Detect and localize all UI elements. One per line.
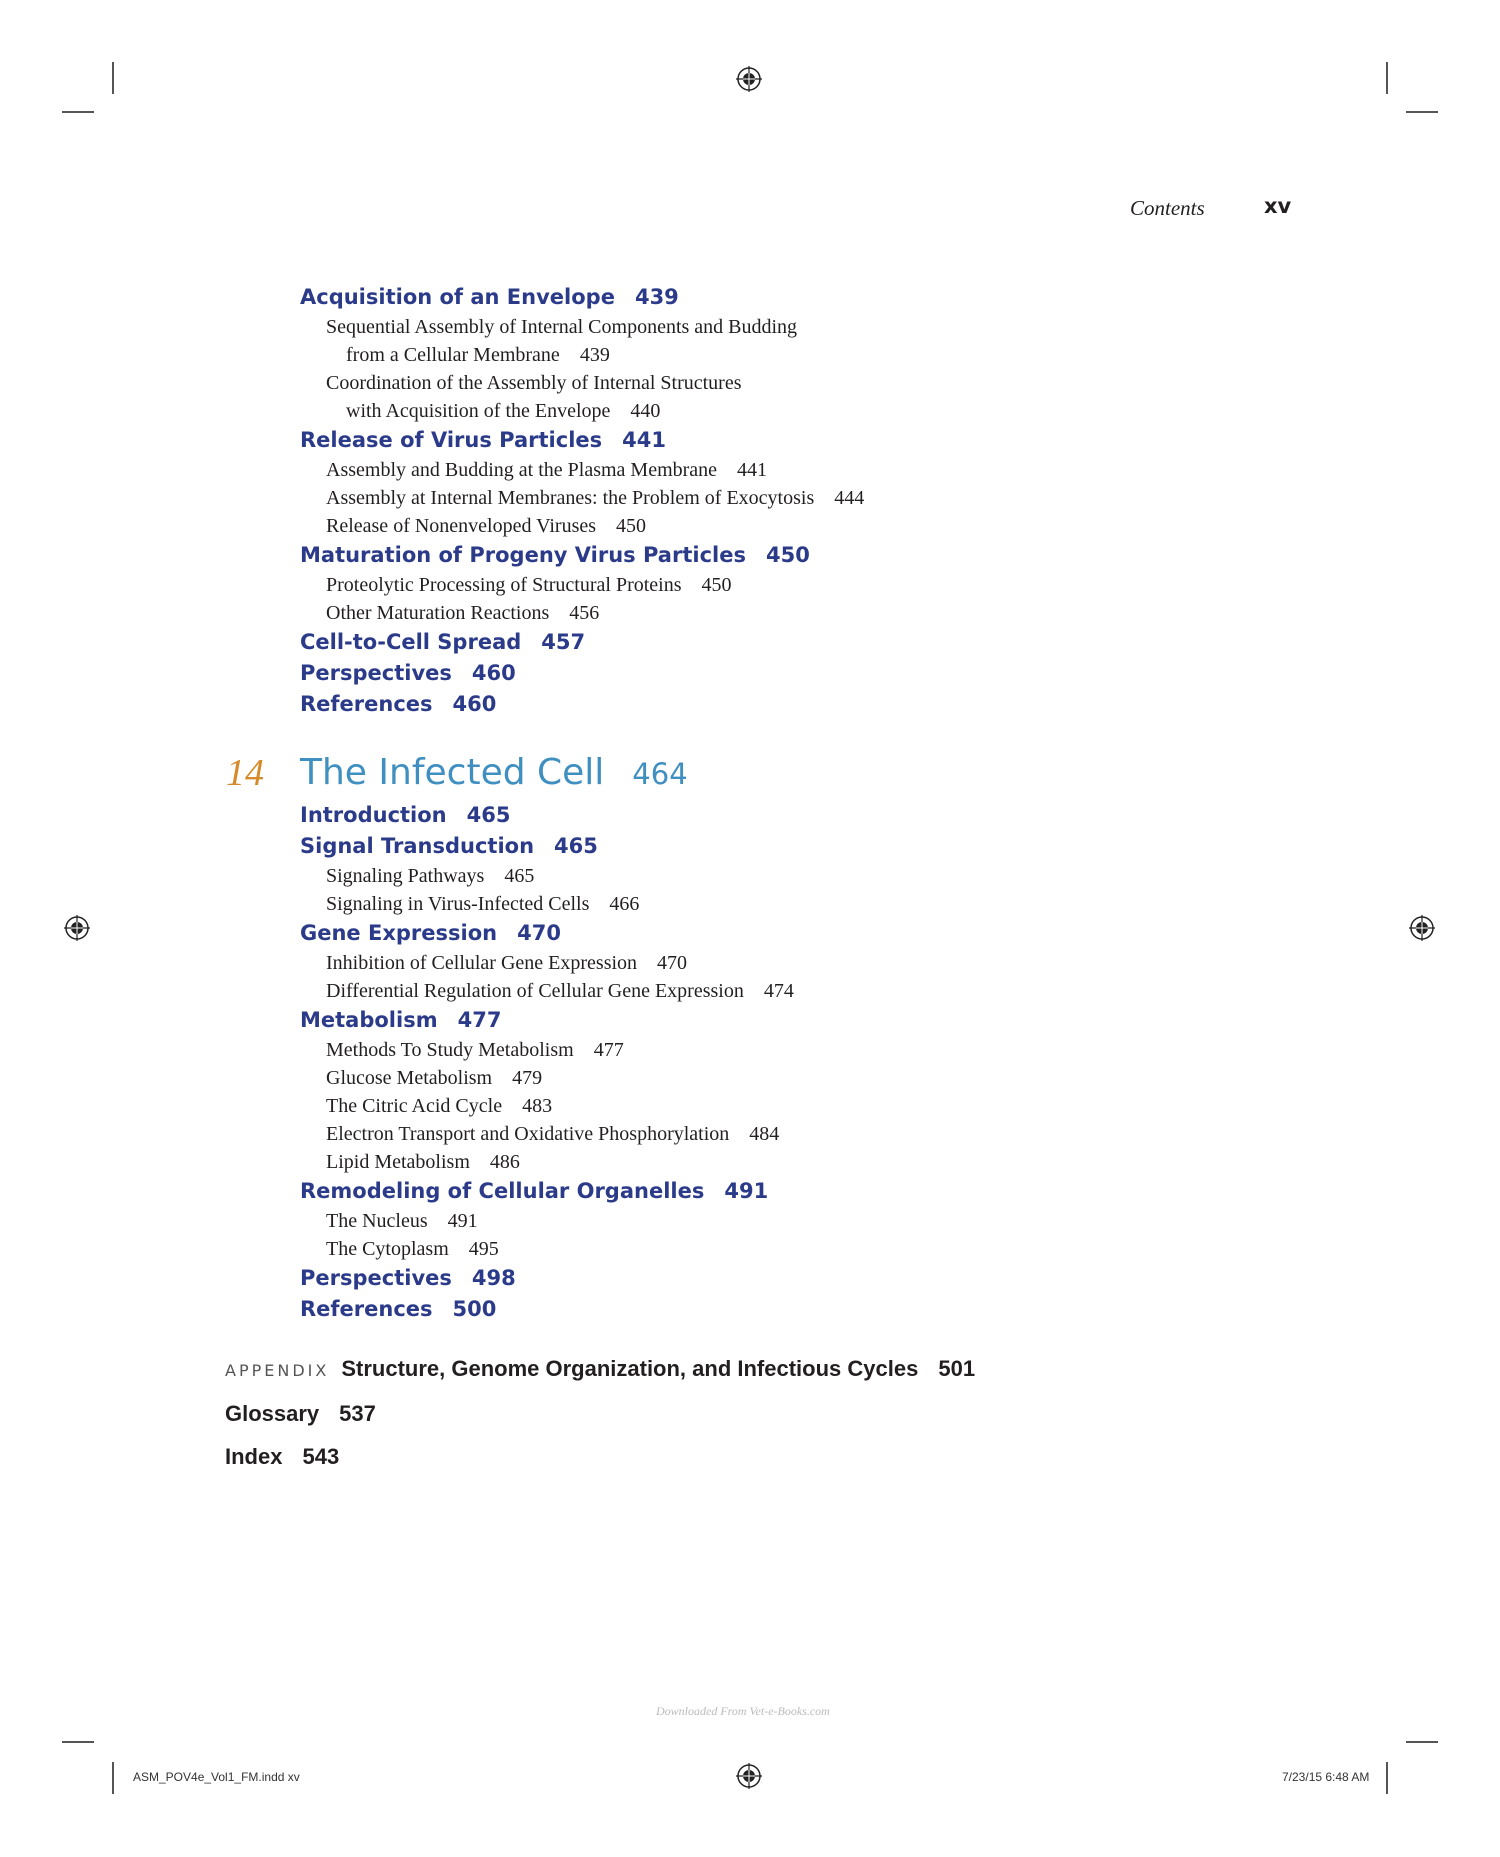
watermark: Downloaded From Vet-e-Books.com — [656, 1704, 830, 1718]
entry-title: Assembly and Budding at the Plasma Membrane — [326, 459, 718, 481]
toc-subentry[interactable] — [300, 571, 1300, 599]
back-matter-title: Index — [225, 1444, 283, 1469]
registration-mark-icon — [736, 1763, 762, 1789]
toc-subentry[interactable] — [300, 1064, 1300, 1092]
entry-page: 440 — [630, 400, 661, 422]
back-matter-page: 501 — [938, 1356, 976, 1381]
toc-heading[interactable] — [300, 425, 1300, 456]
entry-title: Release of Nonenveloped Viruses — [326, 515, 597, 537]
toc-heading[interactable] — [300, 689, 1300, 720]
table-of-contents — [226, 282, 1300, 1325]
entry-title: Differential Regulation of Cellular Gene Expression — [326, 980, 744, 1002]
entry-title: The Nucleus — [326, 1210, 428, 1232]
entry-page: 466 — [609, 893, 640, 915]
crop-mark-icon — [1386, 62, 1388, 94]
entry-title: Remodeling of Cellular Organelles — [300, 1179, 705, 1203]
toc-subentry[interactable] — [300, 341, 1300, 369]
toc-subentry[interactable] — [300, 1092, 1300, 1120]
entry-title: Electron Transport and Oxidative Phosphorylation — [326, 1123, 730, 1145]
toc-heading[interactable] — [300, 540, 1300, 571]
entry-page: 439 — [634, 285, 679, 309]
toc-subentry[interactable] — [300, 397, 1300, 425]
entry-page: 470 — [517, 921, 561, 945]
entry-page: 465 — [504, 865, 535, 887]
toc-subentry[interactable] — [300, 313, 1300, 341]
entry-title: Release of Virus Particles — [300, 428, 603, 452]
running-head-section: Contents — [1130, 196, 1205, 220]
entry-title: Lipid Metabolism — [326, 1151, 470, 1173]
toc-heading[interactable] — [300, 1294, 1300, 1325]
entry-title: Signaling in Virus-Infected Cells — [326, 893, 590, 915]
chapter-heading[interactable] — [226, 750, 1300, 796]
entry-page: 474 — [763, 980, 794, 1002]
entry-title: Perspectives — [300, 1266, 452, 1290]
crop-mark-icon — [62, 111, 94, 113]
entry-page: 498 — [471, 1266, 516, 1290]
toc-heading[interactable] — [300, 918, 1300, 949]
back-matter-item[interactable] — [225, 1399, 975, 1429]
entry-title: with Acquisition of the Envelope — [346, 400, 611, 422]
toc-heading[interactable] — [300, 627, 1300, 658]
entry-page: 457 — [541, 630, 586, 654]
toc-heading[interactable] — [300, 1005, 1300, 1036]
toc-heading[interactable] — [300, 1263, 1300, 1294]
toc-subentry[interactable] — [300, 369, 1300, 397]
entry-title: from a Cellular Membrane — [346, 344, 560, 366]
toc-subentry[interactable] — [300, 456, 1300, 484]
entry-page: 495 — [468, 1238, 499, 1260]
crop-mark-icon — [1406, 1741, 1438, 1743]
crop-mark-icon — [112, 1762, 114, 1794]
entry-title: The Citric Acid Cycle — [326, 1095, 503, 1117]
back-matter-page: 537 — [339, 1401, 376, 1426]
entry-page: 491 — [724, 1179, 769, 1203]
entry-page: 500 — [452, 1297, 497, 1321]
entry-page: 460 — [471, 661, 516, 685]
entry-title: Gene Expression — [300, 921, 498, 945]
entry-title: Acquisition of an Envelope — [300, 285, 615, 309]
back-matter-title: Structure, Genome Organization, and Infectious Cycles — [341, 1356, 919, 1381]
entry-title: Metabolism — [300, 1008, 438, 1032]
toc-subentry[interactable] — [300, 890, 1300, 918]
registration-mark-icon — [1409, 915, 1435, 941]
toc-subentry[interactable] — [300, 977, 1300, 1005]
entry-title: Signal Transduction — [300, 834, 535, 858]
toc-subentry[interactable] — [300, 862, 1300, 890]
entry-page: 470 — [657, 952, 688, 974]
entry-title: Maturation of Progeny Virus Particles — [300, 543, 746, 567]
toc-subentry[interactable] — [300, 1207, 1300, 1235]
entry-title: Signaling Pathways — [326, 865, 485, 887]
toc-heading[interactable] — [300, 658, 1300, 689]
entry-page: 491 — [447, 1210, 478, 1232]
toc-heading[interactable] — [300, 1176, 1300, 1207]
entry-page: 460 — [452, 692, 497, 716]
entry-page: 450 — [765, 543, 810, 567]
toc-heading[interactable] — [300, 831, 1300, 862]
entry-page: 444 — [834, 487, 865, 509]
slug-file: ASM_POV4e_Vol1_FM.indd xv — [133, 1770, 300, 1784]
toc-heading[interactable] — [300, 800, 1300, 831]
entry-page: 477 — [593, 1039, 624, 1061]
crop-mark-icon — [112, 62, 114, 94]
entry-page: 465 — [466, 803, 511, 827]
toc-subentry[interactable] — [300, 484, 1300, 512]
entry-title: Proteolytic Processing of Structural Proteins — [326, 574, 682, 596]
entry-page: 479 — [512, 1067, 543, 1089]
toc-subentry[interactable] — [300, 1120, 1300, 1148]
entry-title: Assembly at Internal Membranes: the Problem of Exocytosis — [326, 487, 815, 509]
entry-page: 456 — [569, 602, 600, 624]
slug-datetime: 7/23/15 6:48 AM — [1282, 1770, 1370, 1784]
chapter-title: The Infected Cell — [300, 752, 605, 793]
entry-title: References — [300, 1297, 433, 1321]
entry-title: Inhibition of Cellular Gene Expression — [326, 952, 638, 974]
entry-page: 441 — [737, 459, 768, 481]
entry-title: Glucose Metabolism — [326, 1067, 493, 1089]
entry-title: Coordination of the Assembly of Internal Structures — [326, 372, 742, 394]
crop-mark-icon — [62, 1741, 94, 1743]
crop-mark-icon — [1406, 111, 1438, 113]
entry-page: 477 — [457, 1008, 502, 1032]
entry-title: The Cytoplasm — [326, 1238, 449, 1260]
entry-title: Cell-to-Cell Spread — [300, 630, 522, 654]
back-matter-page: 543 — [302, 1444, 340, 1469]
entry-page: 450 — [701, 574, 732, 596]
entry-page: 486 — [489, 1151, 520, 1173]
chapter-number: 14 — [226, 752, 264, 794]
toc-entries-chapter-14 — [300, 800, 1300, 1325]
entry-page: 439 — [579, 344, 610, 366]
toc-subentry[interactable] — [300, 1036, 1300, 1064]
toc-subentry[interactable] — [300, 599, 1300, 627]
entry-title: Methods To Study Metabolism — [326, 1039, 574, 1061]
chapter-page: 464 — [632, 757, 688, 791]
entry-title: Other Maturation Reactions — [326, 602, 550, 624]
toc-subentry[interactable] — [300, 1148, 1300, 1176]
back-matter-item[interactable] — [225, 1442, 975, 1472]
toc-entries-chapter-13 — [300, 282, 1300, 720]
entry-page: 484 — [749, 1123, 780, 1145]
appendix-label: APPENDIX — [225, 1361, 330, 1380]
page-folio: xv — [1264, 194, 1292, 218]
entry-title: References — [300, 692, 433, 716]
toc-subentry[interactable] — [300, 1235, 1300, 1263]
back-matter-list — [225, 1354, 975, 1485]
back-matter-title: Glossary — [225, 1401, 320, 1426]
registration-mark-icon — [736, 66, 762, 92]
toc-subentry[interactable] — [300, 949, 1300, 977]
entry-page: 465 — [554, 834, 598, 858]
entry-page: 441 — [622, 428, 666, 452]
entry-page: 483 — [522, 1095, 553, 1117]
registration-mark-icon — [64, 915, 90, 941]
crop-mark-icon — [1386, 1762, 1388, 1794]
entry-title: Perspectives — [300, 661, 452, 685]
toc-subentry[interactable] — [300, 512, 1300, 540]
entry-page: 450 — [616, 515, 647, 537]
toc-heading[interactable] — [300, 282, 1300, 313]
back-matter-item[interactable] — [225, 1354, 975, 1386]
entry-title: Sequential Assembly of Internal Components and Budding — [326, 316, 798, 338]
entry-title: Introduction — [300, 803, 447, 827]
